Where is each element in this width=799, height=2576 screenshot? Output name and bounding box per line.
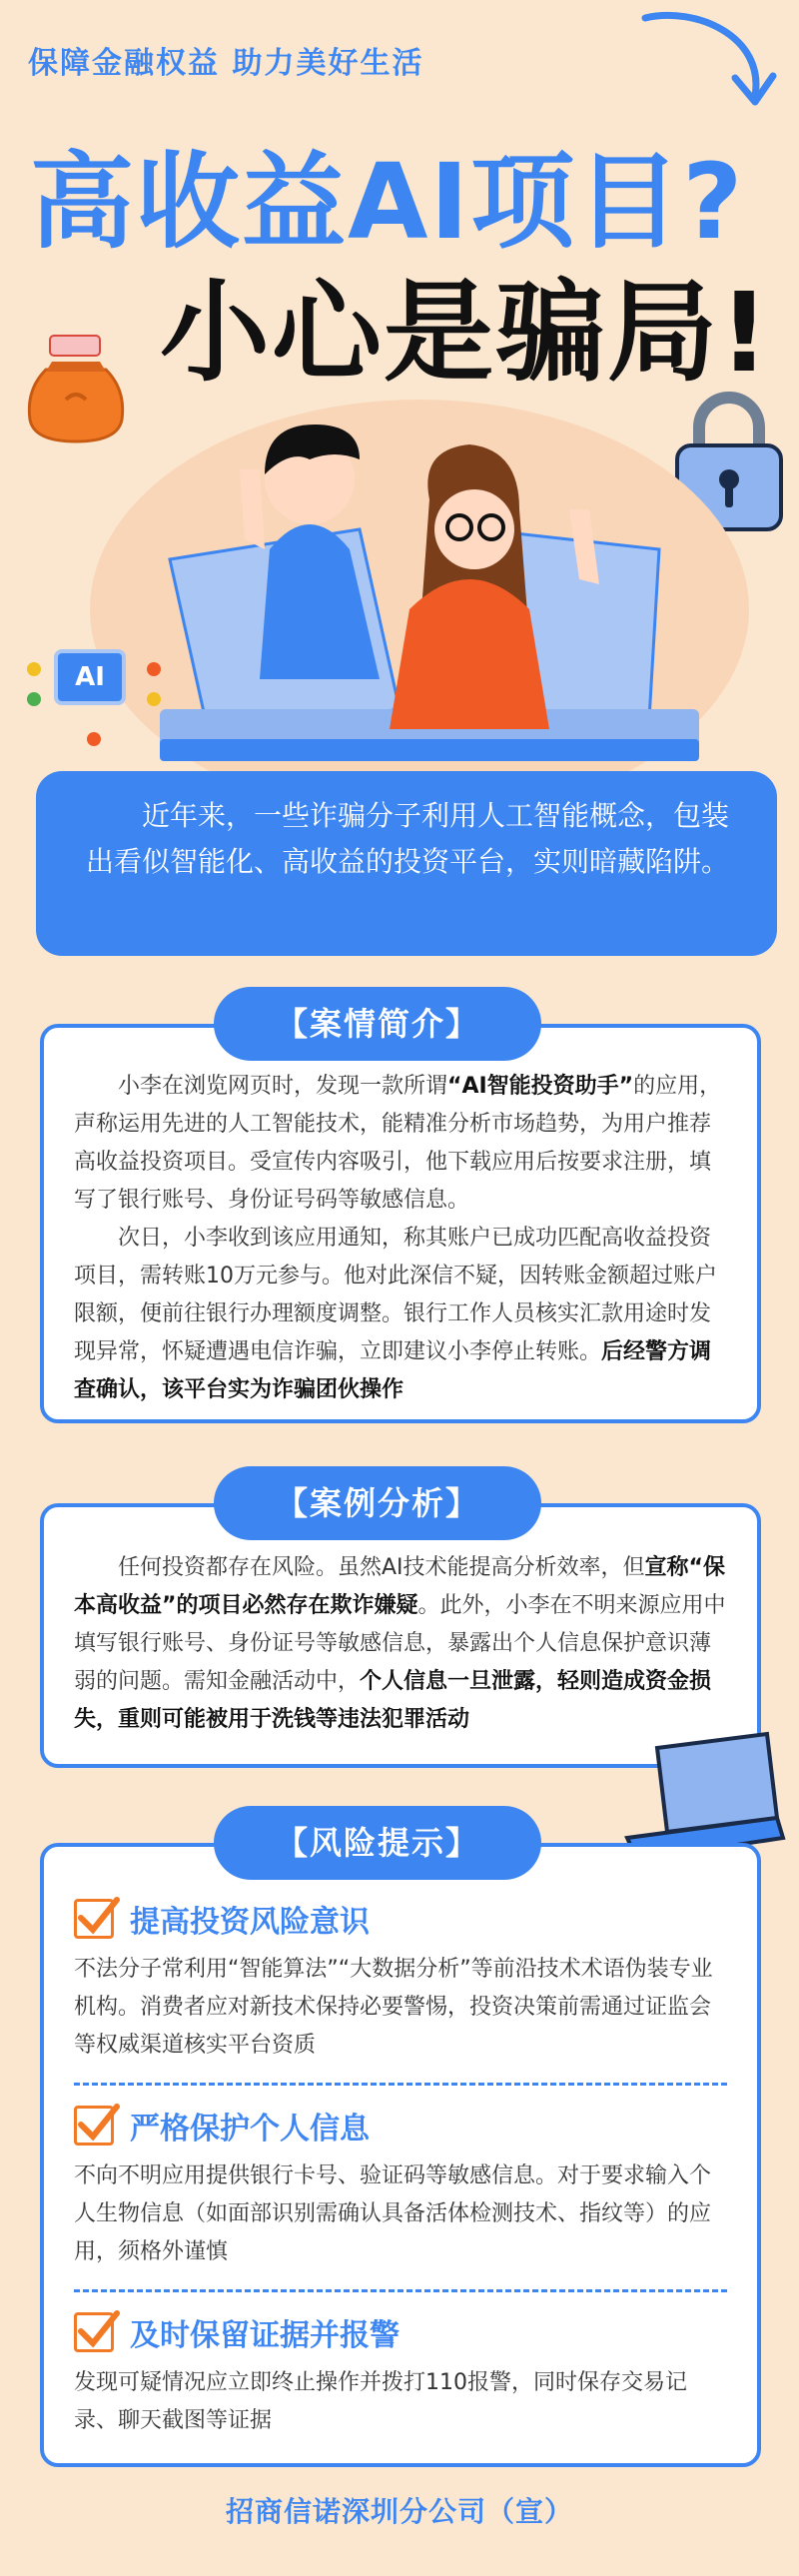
case-paragraph-2: 次日，小李收到该应用通知，称其账户已成功匹配高收益投资项目，需转账10万元参与。他对此深信不疑，因转账金额超过账户限额，便前往银行办理额度调整。银行工作人员核实汇款用途时发现异常，怀疑遭遇电信诈骗，立即建议小李停止转账。后经警方调查确认，该平台实为诈骗团伙操作 [74, 1226, 717, 1402]
analysis-label: 【案例分析】 [214, 1466, 541, 1540]
checkbox-icon [74, 2106, 114, 2146]
risk-item-1 [74, 1897, 727, 2065]
risk-title: 严格保护个人信息 [130, 2112, 370, 2147]
case-paragraph-1: 小李在浏览网页时，发现一款所谓“AI智能投资助手”的应用，声称运用先进的人工智能技术，能精准分析市场趋势，为用户推荐高收益投资项目。受宣传内容吸引，他下载应用后按要求注册，填写了银行账号、身份证号码等敏感信息。 [74, 1074, 722, 1213]
checkbox-icon [74, 2312, 114, 2352]
intro-text: 近年来，一些诈骗分子利用人工智能概念，包装出看似智能化、高收益的投资平台，实则暗藏陷阱。 [86, 799, 730, 878]
case-box [40, 1024, 761, 1423]
slogan: 保障金融权益 助力美好生活 [28, 46, 424, 81]
footer-text: 招商信诺深圳分公司（宣） [225, 2495, 573, 2528]
circuit-dots-icon [24, 629, 164, 749]
risk-item-2 [74, 2104, 727, 2271]
risk-box [40, 1843, 761, 2467]
sub-title: 小心是骗局! [160, 269, 772, 397]
illustration [60, 380, 759, 779]
risk-title: 提高投资风险意识 [130, 1905, 370, 1940]
intro-banner [36, 771, 777, 956]
risk-item-3 [74, 2310, 727, 2440]
risk-text: 不向不明应用提供银行卡号、验证码等敏感信息。对于要求输入个人生物信息（如面部识别需确认具备活体检测技术、指纹等）的应用，须格外谨慎 [74, 2163, 712, 2264]
risk-title: 及时保留证据并报警 [130, 2318, 400, 2353]
case-label: 【案情简介】 [214, 987, 541, 1061]
main-title: 高收益AI项目? [30, 141, 745, 263]
divider [74, 2289, 727, 2292]
divider [74, 2083, 727, 2086]
risk-text: 发现可疑情况应立即终止操作并拨打110报警，同时保存交易记录、聊天截图等证据 [74, 2370, 687, 2433]
risk-label: 【风险提示】 [214, 1806, 541, 1880]
ai-badge: AI [54, 649, 126, 705]
checkbox-icon [74, 1899, 114, 1939]
analysis-paragraph: 任何投资都存在风险。虽然AI技术能提高分析效率，但宣称“保本高收益”的项目必然存在欺诈嫌疑。此外，小李在不明来源应用中填写银行账号、身份证号等敏感信息，暴露出个人信息保护意识薄弱的问题。需知金融活动中，个人信息一旦泄露，轻则造成资金损失，重则可能被用于洗钱等违法犯罪活动 [74, 1555, 726, 1732]
risk-text: 不法分子常利用“智能算法”“大数据分析”等前沿技术术语伪装专业机构。消费者应对新技术保持必要警惕，投资决策前需通过证监会等权威渠道核实平台资质 [74, 1957, 713, 2058]
curved-arrow-icon [635, 6, 785, 116]
